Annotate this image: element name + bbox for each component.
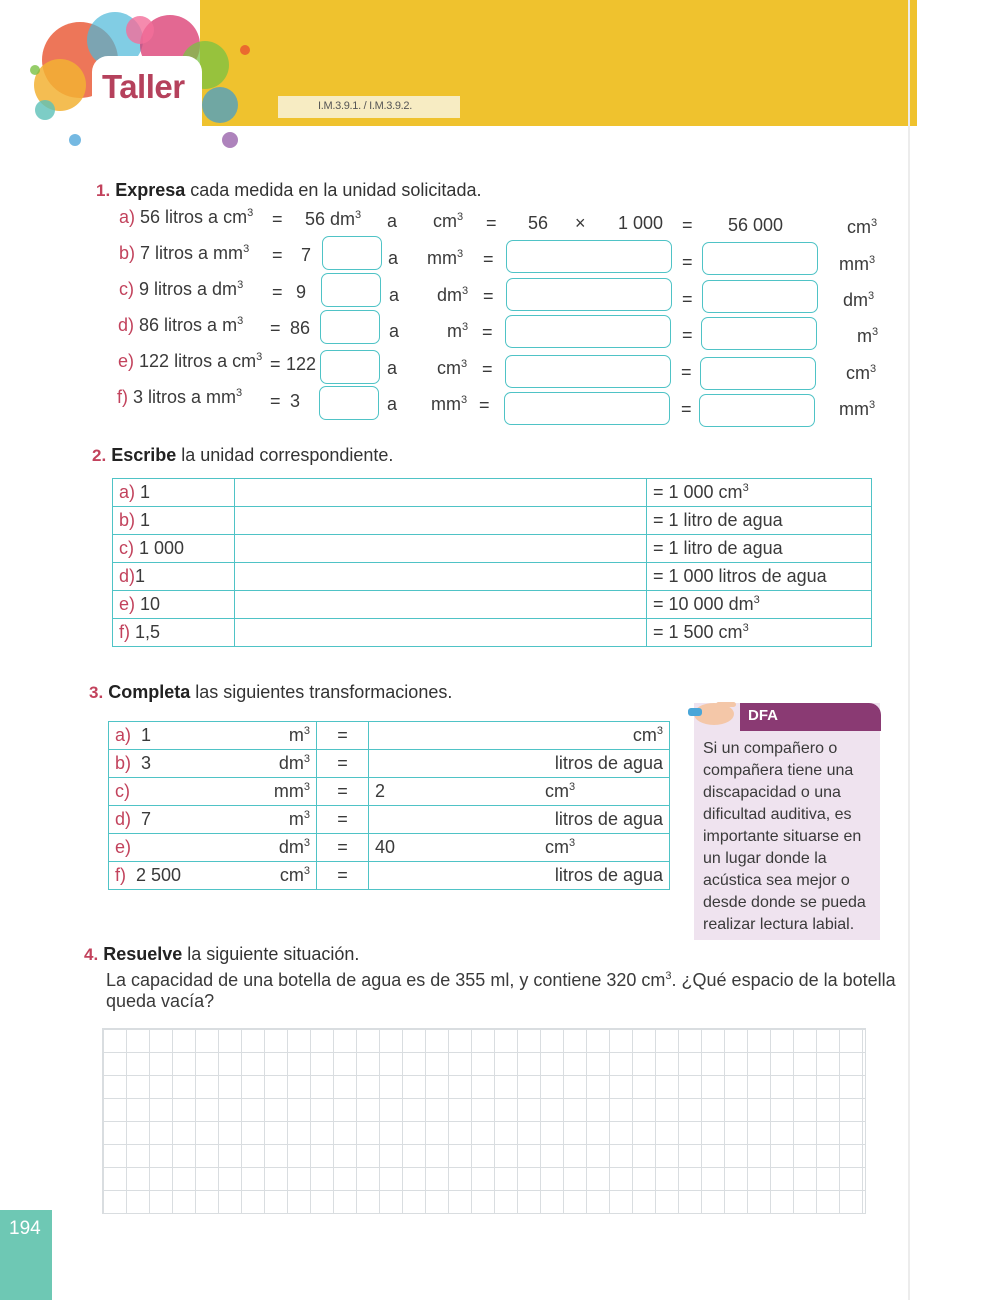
row-label: d)	[115, 809, 132, 829]
table-row	[109, 722, 670, 750]
equals-sign: =	[681, 362, 692, 382]
equals-sign: =	[483, 249, 494, 269]
equals-sign: =	[682, 325, 693, 345]
q1-row-d-text: 86 litros a m	[139, 315, 238, 335]
q1-row-b-blank-3[interactable]	[702, 242, 818, 275]
table-row	[113, 479, 872, 507]
equals-sign: =	[486, 213, 497, 233]
row-equivalence: = 1 000 litros de agua	[653, 566, 827, 586]
q1-row-e-final-unit	[846, 363, 876, 384]
q1-row-a-text: 56 litros a cm	[140, 207, 248, 227]
q2-heading	[92, 445, 393, 466]
q4-bold: Resuelve	[103, 944, 183, 964]
q2-row-f-right	[647, 619, 872, 647]
q1-row-f-prompt	[117, 387, 242, 408]
q3-row-d-right[interactable]	[369, 806, 670, 834]
sup: 3	[355, 209, 362, 221]
equals-cell: =	[317, 750, 369, 778]
q2-rest: la unidad correspondiente.	[176, 445, 394, 465]
equals-sign: =	[272, 209, 283, 229]
target-unit: cm	[632, 725, 657, 745]
q1-row-d-blank-2[interactable]	[505, 315, 671, 348]
row-label: c)	[119, 538, 134, 558]
q1-row-d-blank-1[interactable]	[320, 310, 380, 344]
table-row	[113, 507, 872, 535]
q3-row-c-left[interactable]	[109, 778, 317, 806]
row-unit: m	[288, 725, 304, 745]
row-label: f)	[115, 865, 126, 885]
q1-row-c-value: 9	[296, 282, 307, 302]
q1-row-f-final-unit	[839, 399, 875, 420]
q1-row-c-blank-2[interactable]	[506, 278, 672, 311]
unit-text: dm	[437, 285, 463, 305]
row-equivalence: = 1 000 cm	[653, 482, 743, 502]
target-unit: litros de agua	[554, 753, 663, 773]
sup: 3	[870, 363, 877, 375]
q2-row-d-right	[647, 563, 872, 591]
row-value: 1	[140, 510, 151, 530]
table-row	[113, 591, 872, 619]
sup: 3	[237, 315, 244, 327]
q1-row-b-unit	[427, 248, 463, 269]
row-unit: m	[288, 809, 304, 829]
q1-row-a-label: a)	[119, 207, 136, 227]
sup: 3	[461, 394, 468, 406]
table-row	[109, 806, 670, 834]
row-value: 1,5	[135, 622, 161, 642]
table-row	[113, 563, 872, 591]
curriculum-code: I.M.3.9.1. / I.M.3.9.2.	[278, 96, 460, 118]
unit-text: cm	[437, 358, 461, 378]
row-value: 2 500	[136, 865, 182, 885]
equals-cell: =	[317, 806, 369, 834]
q2-row-b-right	[647, 507, 872, 535]
table-row	[109, 778, 670, 806]
sup: 3	[247, 207, 254, 219]
q1-row-a-value	[305, 209, 361, 230]
q1-row-c-blank-3[interactable]	[702, 280, 818, 313]
q1-row-d-final-unit	[857, 326, 878, 347]
sup: 3	[256, 351, 263, 363]
q4-statement-line1	[106, 970, 896, 991]
equals-sign: =	[479, 395, 490, 415]
q3-table	[108, 721, 670, 890]
row-label: e)	[115, 837, 132, 857]
sup: 3	[457, 248, 464, 260]
page-number: 194	[0, 1210, 52, 1300]
q1-row-d-prompt	[118, 315, 243, 336]
sup: 3	[303, 809, 310, 821]
q2-row-a-right	[647, 479, 872, 507]
q4-number: 4.	[84, 945, 99, 964]
q1-row-c-final-unit	[843, 290, 874, 311]
q1-rest: cada medida en la unidad solicitada.	[185, 180, 482, 200]
sup: 3	[871, 217, 878, 229]
q2-row-b-answer[interactable]	[235, 507, 647, 535]
sup: 3	[868, 290, 875, 302]
row-label: e)	[119, 594, 136, 614]
row-label: b)	[115, 753, 132, 773]
table-row	[113, 619, 872, 647]
q3-row-a-right[interactable]	[369, 722, 670, 750]
connector-a: a	[387, 394, 398, 414]
sup: 3	[872, 326, 879, 338]
row-value: 1	[135, 566, 146, 586]
row-value: 10	[140, 594, 161, 614]
sup: 3	[236, 387, 243, 399]
q3-row-e-right	[369, 834, 670, 862]
q1-row-d-value: 86	[290, 318, 311, 338]
sup: 3	[869, 254, 876, 266]
row-equivalence: = 1 litro de agua	[653, 510, 783, 530]
q1-row-f-blank-1[interactable]	[319, 386, 379, 420]
row-value: 1	[141, 725, 152, 745]
q1-row-a-factor1: 56	[528, 213, 549, 233]
q4-heading	[84, 944, 359, 965]
row-value: 3	[141, 753, 152, 773]
q1-row-e-blank-1[interactable]	[320, 350, 380, 384]
row-label: a)	[115, 725, 132, 745]
q1-row-b-blank-2[interactable]	[506, 240, 672, 273]
row-label: b)	[119, 510, 136, 530]
page-title: Taller	[102, 68, 185, 105]
row-value: 7	[141, 809, 152, 829]
unit-text: cm	[847, 217, 871, 237]
q3-rest: las siguientes transformaciones.	[190, 682, 453, 702]
q1-row-a-final-unit	[847, 217, 877, 238]
q2-row-d-left	[113, 563, 235, 591]
row-label: d)	[119, 566, 136, 586]
q1-row-b-text: 7 litros a mm	[140, 243, 244, 263]
q2-row-a-left	[113, 479, 235, 507]
sup: 3	[462, 321, 469, 333]
q4-rest: la siguiente situación.	[182, 944, 360, 964]
table-row	[113, 535, 872, 563]
q1-row-f-text: 3 litros a mm	[133, 387, 237, 407]
row-label: f)	[119, 622, 130, 642]
q2-row-e-right	[647, 591, 872, 619]
q1-row-f-blank-2[interactable]	[504, 392, 670, 425]
unit-text: dm	[843, 290, 869, 310]
q1-bold: Expresa	[115, 180, 186, 200]
q3-row-f-right[interactable]	[369, 862, 670, 890]
q1-row-b-label: b)	[119, 243, 136, 263]
equals-sign: =	[682, 215, 693, 235]
q3-row-c-right	[369, 778, 670, 806]
q1-row-d-label: d)	[118, 315, 135, 335]
sup: 3	[569, 837, 576, 849]
unit-text: cm	[846, 363, 870, 383]
q2-row-f-answer[interactable]	[235, 619, 647, 647]
sup: 3	[303, 865, 310, 877]
row-unit: dm	[278, 753, 304, 773]
sup: 3	[303, 725, 310, 737]
unit-text: m	[857, 326, 872, 346]
statement-text: La capacidad de una botella de agua es de 355 ml, y contiene 320 cm	[106, 970, 666, 990]
target-unit: cm	[545, 781, 570, 801]
answer-grid[interactable]	[102, 1028, 866, 1214]
q1-row-e-value: 122	[286, 354, 317, 374]
equals-sign: =	[270, 391, 281, 411]
row-label: c)	[115, 781, 130, 801]
sup: 3	[303, 753, 310, 765]
row-unit: cm	[279, 865, 304, 885]
table-row	[109, 862, 670, 890]
row-label: a)	[119, 482, 136, 502]
target-unit: cm	[545, 837, 570, 857]
sup: 3	[665, 970, 672, 982]
q3-heading	[89, 682, 452, 703]
unit-text: mm	[427, 248, 457, 268]
q3-row-f-left	[109, 862, 317, 890]
q1-row-c-unit	[437, 285, 468, 306]
q1-row-b-value: 7	[301, 245, 312, 265]
q1-row-e-blank-3[interactable]	[700, 357, 816, 390]
q1-row-b-prompt	[119, 243, 249, 264]
sup: 3	[753, 594, 760, 606]
equals-sign: =	[483, 286, 494, 306]
q3-row-b-right[interactable]	[369, 750, 670, 778]
equals-sign: =	[682, 289, 693, 309]
unit-text: mm	[839, 254, 869, 274]
row-equivalence: = 1 500 cm	[653, 622, 743, 642]
sup: 3	[656, 725, 663, 737]
dfa-title: DFA	[740, 703, 881, 731]
q1-row-e-label: e)	[118, 351, 135, 371]
unit-text: m	[447, 321, 462, 341]
page-edge	[908, 0, 910, 1300]
hand-icon	[686, 694, 742, 730]
dfa-text: Si un compañero o compañera tiene una discapacidad o una dificultad auditiva, es importante situarse en un lugar donde la acústica sea mejor o desde donde se pueda realizar lectura labial.	[703, 740, 866, 933]
q1-row-e-text: 122 litros a cm	[139, 351, 257, 371]
q3-number: 3.	[89, 683, 104, 702]
sup: 3	[457, 211, 464, 223]
equals-sign: =	[482, 359, 493, 379]
q1-row-a-unit	[433, 211, 463, 232]
q1-row-e-unit	[437, 358, 467, 379]
row-unit: dm	[278, 837, 304, 857]
q1-row-b-blank-1[interactable]	[322, 236, 382, 270]
sup: 3	[237, 279, 244, 291]
q1-heading	[96, 180, 481, 201]
q1-row-f-value: 3	[290, 391, 301, 411]
equals-cell: =	[317, 862, 369, 890]
equals-sign: =	[270, 318, 281, 338]
q2-row-e-answer[interactable]	[235, 591, 647, 619]
row-equivalence: = 1 litro de agua	[653, 538, 783, 558]
sup: 3	[462, 285, 469, 297]
connector-a: a	[387, 358, 398, 378]
q1-row-b-final-unit	[839, 254, 875, 275]
connector-a: a	[389, 285, 400, 305]
given-value: 2	[375, 781, 386, 801]
q2-bold: Escribe	[111, 445, 177, 465]
equals-sign: =	[681, 399, 692, 419]
q1-row-e-prompt	[118, 351, 262, 372]
q2-row-e-left	[113, 591, 235, 619]
sup: 3	[303, 837, 310, 849]
q1-row-c-text: 9 litros a dm	[139, 279, 238, 299]
unit-text: mm	[431, 394, 461, 414]
q1-row-e-blank-2[interactable]	[505, 355, 671, 388]
q3-row-e-left[interactable]	[109, 834, 317, 862]
equals-sign: =	[272, 245, 283, 265]
target-unit: litros de agua	[554, 865, 663, 885]
q1-row-f-blank-3[interactable]	[699, 394, 815, 427]
target-unit: litros de agua	[554, 809, 663, 829]
value-text: 56 dm	[305, 209, 356, 229]
q2-row-c-answer[interactable]	[235, 535, 647, 563]
q3-bold: Completa	[108, 682, 191, 702]
q2-row-f-left	[113, 619, 235, 647]
connector-a: a	[388, 248, 399, 268]
q2-row-c-left	[113, 535, 235, 563]
times-sign: ×	[575, 213, 586, 233]
q1-row-c-blank-1[interactable]	[321, 273, 381, 307]
equals-cell: =	[317, 778, 369, 806]
sup: 3	[869, 399, 876, 411]
connector-a: a	[387, 211, 398, 231]
sup: 3	[569, 781, 576, 793]
q2-row-b-left	[113, 507, 235, 535]
sup: 3	[243, 243, 250, 255]
q2-row-c-right	[647, 535, 872, 563]
equals-sign: =	[270, 354, 281, 374]
sup: 3	[742, 622, 749, 634]
q1-row-d-blank-3[interactable]	[701, 317, 817, 350]
equals-sign: =	[482, 322, 493, 342]
q1-row-a-result: 56 000	[728, 215, 784, 235]
row-value: 1 000	[139, 538, 185, 558]
given-value: 40	[375, 837, 396, 857]
sup: 3	[742, 482, 749, 494]
q1-row-f-label: f)	[117, 387, 128, 407]
q1-row-a-prompt	[119, 207, 253, 228]
q4-statement-line2: queda vacía?	[106, 991, 215, 1011]
q1-number: 1.	[96, 181, 111, 200]
equals-sign: =	[682, 252, 693, 272]
equals-cell: =	[317, 834, 369, 862]
q1-row-c-label: c)	[119, 279, 134, 299]
q2-table	[112, 478, 872, 647]
q1-row-f-unit	[431, 394, 467, 415]
equals-sign: =	[272, 282, 283, 302]
q3-row-a-left	[109, 722, 317, 750]
sup: 3	[303, 781, 310, 793]
q3-row-d-left	[109, 806, 317, 834]
table-row	[109, 750, 670, 778]
q1-row-c-prompt	[119, 279, 243, 300]
q3-row-b-left	[109, 750, 317, 778]
connector-a: a	[389, 321, 400, 341]
row-value: 1	[140, 482, 151, 502]
q1-row-d-unit	[447, 321, 468, 342]
q2-row-d-answer[interactable]	[235, 563, 647, 591]
q2-number: 2.	[92, 446, 107, 465]
unit-text: cm	[433, 211, 457, 231]
statement-text: . ¿Qué espacio de la botella	[671, 970, 896, 990]
equals-cell: =	[317, 722, 369, 750]
row-unit: mm	[273, 781, 304, 801]
q2-row-a-answer[interactable]	[235, 479, 647, 507]
row-equivalence: = 10 000 dm	[653, 594, 754, 614]
sup: 3	[461, 358, 468, 370]
unit-text: mm	[839, 399, 869, 419]
q1-row-a-factor2: 1 000	[618, 213, 664, 233]
table-row	[109, 834, 670, 862]
